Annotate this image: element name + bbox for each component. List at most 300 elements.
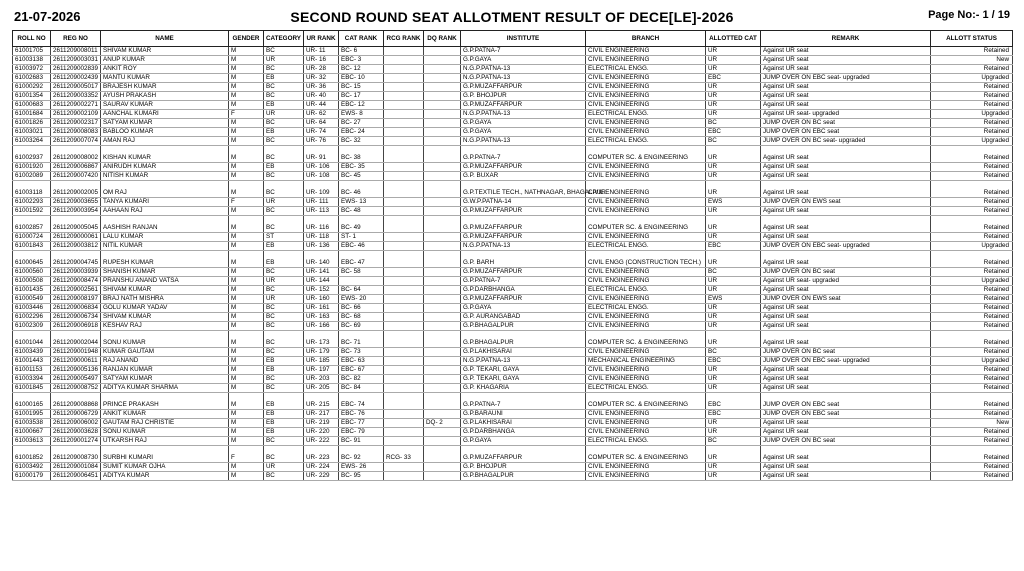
- cell-roll-no: 61002683: [13, 74, 51, 83]
- cell-roll-no: 61000508: [13, 277, 51, 286]
- cell-roll-no: 61001852: [13, 446, 51, 463]
- cell-cat-rank: BC- 48: [339, 207, 384, 216]
- cell-allott-status: Retained: [931, 472, 1013, 481]
- cell-cat-rank: [339, 277, 384, 286]
- cell-category: BC: [264, 92, 304, 101]
- table-row: [13, 348, 1013, 357]
- cell-rcg-rank: [384, 56, 424, 65]
- cell-name: PRANSHU ANAND VATSA: [101, 277, 229, 286]
- cell-allott-status: Retained: [931, 375, 1013, 384]
- cell-allott-status: Retained: [931, 251, 1013, 268]
- table-row: [13, 110, 1013, 119]
- cell-allotted-cat: EWS: [706, 295, 761, 304]
- document-header: [0, 0, 1024, 30]
- cell-gender: M: [229, 322, 264, 331]
- table-row: [13, 56, 1013, 65]
- cell-allotted-cat: UR: [706, 331, 761, 348]
- cell-dq-rank: [424, 277, 461, 286]
- cell-cat-rank: ST- 1: [339, 233, 384, 242]
- cell-allotted-cat: UR: [706, 375, 761, 384]
- cell-remark: Against UR seat: [761, 419, 931, 428]
- cell-rcg-rank: [384, 375, 424, 384]
- cell-ur-rank: UR- 215: [304, 393, 339, 410]
- cell-reg-no: 2611209006834: [51, 304, 101, 313]
- cell-category: UR: [264, 198, 304, 207]
- cell-remark: Against UR seat: [761, 47, 931, 56]
- cell-reg-no: 2611209000611: [51, 357, 101, 366]
- cell-branch: CIVIL ENGINEERING: [586, 198, 706, 207]
- cell-reg-no: 2611209002839: [51, 65, 101, 74]
- cell-dq-rank: [424, 65, 461, 74]
- table-body: [13, 47, 1013, 481]
- cell-category: ST: [264, 233, 304, 242]
- cell-dq-rank: DQ- 2: [424, 419, 461, 428]
- cell-ur-rank: UR- 118: [304, 233, 339, 242]
- table-row: [13, 428, 1013, 437]
- col-header-gender: GENDER: [229, 31, 264, 47]
- cell-institute: N.G.P.PATNA-13: [461, 242, 586, 251]
- cell-institute: G.P.BHAGALPUR: [461, 331, 586, 348]
- cell-allott-status: Retained: [931, 233, 1013, 242]
- cell-cat-rank: BC- 46: [339, 181, 384, 198]
- cell-gender: M: [229, 304, 264, 313]
- cell-dq-rank: [424, 56, 461, 65]
- cell-allott-status: New: [931, 419, 1013, 428]
- cell-branch: CIVIL ENGINEERING: [586, 163, 706, 172]
- cell-allotted-cat: UR: [706, 446, 761, 463]
- cell-ur-rank: UR- 141: [304, 268, 339, 277]
- cell-institute: G.P.PATNA-7: [461, 47, 586, 56]
- cell-ur-rank: UR- 229: [304, 472, 339, 481]
- cell-category: EB: [264, 251, 304, 268]
- cell-rcg-rank: [384, 146, 424, 163]
- cell-allotted-cat: EBC: [706, 357, 761, 366]
- cell-gender: M: [229, 146, 264, 163]
- cell-remark: Against UR seat: [761, 304, 931, 313]
- col-header-name: NAME: [101, 31, 229, 47]
- cell-rcg-rank: [384, 331, 424, 348]
- table-row: [13, 128, 1013, 137]
- cell-roll-no: 61001920: [13, 163, 51, 172]
- cell-roll-no: 61001684: [13, 110, 51, 119]
- col-header-dq-rank: DQ RANK: [424, 31, 461, 47]
- table-row: [13, 74, 1013, 83]
- cell-category: BC: [264, 83, 304, 92]
- cell-category: BC: [264, 137, 304, 146]
- cell-category: BC: [264, 47, 304, 56]
- cell-reg-no: 2611209008752: [51, 384, 101, 393]
- cell-rcg-rank: [384, 181, 424, 198]
- table-row: [13, 366, 1013, 375]
- cell-allott-status: Retained: [931, 65, 1013, 74]
- cell-ur-rank: UR- 220: [304, 428, 339, 437]
- cell-roll-no: 61001435: [13, 286, 51, 295]
- cell-allott-status: New: [931, 56, 1013, 65]
- cell-allott-status: Retained: [931, 393, 1013, 410]
- cell-roll-no: 61000179: [13, 472, 51, 481]
- cell-category: EB: [264, 74, 304, 83]
- cell-remark: Against UR seat: [761, 428, 931, 437]
- cell-remark: Against UR seat: [761, 446, 931, 463]
- cell-ur-rank: UR- 152: [304, 286, 339, 295]
- cell-allott-status: Retained: [931, 119, 1013, 128]
- cell-branch: ELECTRICAL ENGG.: [586, 137, 706, 146]
- cell-remark: Against UR seat: [761, 472, 931, 481]
- cell-branch: CIVIL ENGINEERING: [586, 419, 706, 428]
- cell-name: SHIVAM KUMAR: [101, 47, 229, 56]
- cell-dq-rank: [424, 92, 461, 101]
- cell-remark: JUMP OVER ON EBC seat: [761, 410, 931, 419]
- cell-roll-no: 61002937: [13, 146, 51, 163]
- cell-gender: M: [229, 47, 264, 56]
- cell-rcg-rank: [384, 268, 424, 277]
- cell-ur-rank: UR- 106: [304, 163, 339, 172]
- cell-institute: G.P.DARBHANGA: [461, 428, 586, 437]
- cell-dq-rank: [424, 375, 461, 384]
- cell-institute: N.G.P.PATNA-13: [461, 137, 586, 146]
- cell-dq-rank: [424, 119, 461, 128]
- cell-name: NITIL KUMAR: [101, 242, 229, 251]
- cell-roll-no: 61000667: [13, 428, 51, 437]
- cell-cat-rank: BC- 66: [339, 304, 384, 313]
- cell-remark: Against UR seat: [761, 313, 931, 322]
- cell-roll-no: 61000645: [13, 251, 51, 268]
- cell-remark: Against UR seat- upgraded: [761, 110, 931, 119]
- cell-cat-rank: EBC- 3: [339, 56, 384, 65]
- cell-name: ADITYA KUMAR: [101, 472, 229, 481]
- cell-allotted-cat: BC: [706, 119, 761, 128]
- table-row: [13, 384, 1013, 393]
- cell-cat-rank: EBC- 79: [339, 428, 384, 437]
- col-header-allott-status: ALLOTT STATUS: [931, 31, 1013, 47]
- cell-allotted-cat: UR: [706, 172, 761, 181]
- table-header-row: [13, 31, 1013, 47]
- cell-allott-status: Retained: [931, 348, 1013, 357]
- cell-roll-no: 61001592: [13, 207, 51, 216]
- table-row: [13, 313, 1013, 322]
- cell-allott-status: Upgraded: [931, 137, 1013, 146]
- cell-branch: ELECTRICAL ENGG.: [586, 242, 706, 251]
- cell-branch: ELECTRICAL ENGG.: [586, 286, 706, 295]
- cell-branch: CIVIL ENGINEERING: [586, 74, 706, 83]
- cell-rcg-rank: [384, 216, 424, 233]
- cell-institute: G.P.MUZAFFARPUR: [461, 268, 586, 277]
- cell-institute: N.G.P.PATNA-13: [461, 65, 586, 74]
- cell-cat-rank: EBC- 47: [339, 251, 384, 268]
- cell-branch: CIVIL ENGINEERING: [586, 322, 706, 331]
- cell-gender: F: [229, 198, 264, 207]
- cell-category: BC: [264, 172, 304, 181]
- cell-category: BC: [264, 286, 304, 295]
- cell-cat-rank: EBC- 35: [339, 163, 384, 172]
- cell-allott-status: Upgraded: [931, 277, 1013, 286]
- cell-allotted-cat: UR: [706, 92, 761, 101]
- cell-institute: N.G.P.PATNA-13: [461, 357, 586, 366]
- cell-roll-no: 61001153: [13, 366, 51, 375]
- cell-dq-rank: [424, 446, 461, 463]
- cell-gender: M: [229, 92, 264, 101]
- cell-allott-status: Upgraded: [931, 110, 1013, 119]
- cell-rcg-rank: [384, 119, 424, 128]
- cell-cat-rank: BC- 95: [339, 472, 384, 481]
- cell-branch: COMPUTER SC. & ENGINEERING: [586, 446, 706, 463]
- table-row: [13, 146, 1013, 163]
- cell-gender: M: [229, 410, 264, 419]
- cell-reg-no: 2611209007074: [51, 137, 101, 146]
- cell-name: RANJAN KUMAR: [101, 366, 229, 375]
- cell-name: AYUSH PRAKASH: [101, 92, 229, 101]
- cell-allott-status: Retained: [931, 295, 1013, 304]
- cell-name: ANIRUDH KUMAR: [101, 163, 229, 172]
- table-row: [13, 233, 1013, 242]
- table-row: [13, 331, 1013, 348]
- cell-gender: M: [229, 74, 264, 83]
- cell-cat-rank: BC- 12: [339, 65, 384, 74]
- cell-institute: N.G.P.PATNA-13: [461, 110, 586, 119]
- cell-rcg-rank: [384, 137, 424, 146]
- cell-branch: CIVIL ENGINEERING: [586, 313, 706, 322]
- cell-allott-status: Retained: [931, 322, 1013, 331]
- cell-reg-no: 2611209003939: [51, 268, 101, 277]
- cell-remark: JUMP OVER ON BC seat: [761, 437, 931, 446]
- cell-institute: G.P. BHOJPUR: [461, 463, 586, 472]
- cell-branch: CIVIL ENGINEERING: [586, 207, 706, 216]
- table-row: [13, 268, 1013, 277]
- cell-institute: G.P.GAYA: [461, 437, 586, 446]
- cell-allotted-cat: UR: [706, 110, 761, 119]
- cell-institute: G.P.MUZAFFARPUR: [461, 207, 586, 216]
- cell-cat-rank: BC- 15: [339, 83, 384, 92]
- cell-institute: G.P. AURANGABAD: [461, 313, 586, 322]
- cell-reg-no: 2611209001084: [51, 463, 101, 472]
- table-row: [13, 47, 1013, 56]
- cell-rcg-rank: [384, 65, 424, 74]
- cell-category: EB: [264, 419, 304, 428]
- cell-allotted-cat: UR: [706, 65, 761, 74]
- cell-reg-no: 2611209002109: [51, 110, 101, 119]
- cell-roll-no: 61003538: [13, 419, 51, 428]
- cell-remark: Against UR seat: [761, 172, 931, 181]
- cell-name: AASHISH RANJAN: [101, 216, 229, 233]
- cell-reg-no: 2611209002317: [51, 119, 101, 128]
- cell-roll-no: 61003972: [13, 65, 51, 74]
- table-row: [13, 207, 1013, 216]
- cell-remark: Against UR seat: [761, 146, 931, 163]
- cell-name: BRAJESH KUMAR: [101, 83, 229, 92]
- cell-ur-rank: UR- 74: [304, 128, 339, 137]
- table-row: [13, 277, 1013, 286]
- cell-dq-rank: [424, 428, 461, 437]
- cell-rcg-rank: [384, 322, 424, 331]
- col-header-remark: REMARK: [761, 31, 931, 47]
- cell-dq-rank: [424, 83, 461, 92]
- cell-cat-rank: BC- 32: [339, 137, 384, 146]
- cell-reg-no: 2611209006451: [51, 472, 101, 481]
- cell-allott-status: Retained: [931, 163, 1013, 172]
- cell-roll-no: 61001354: [13, 92, 51, 101]
- cell-allott-status: Retained: [931, 172, 1013, 181]
- cell-reg-no: 2611209005136: [51, 366, 101, 375]
- cell-rcg-rank: [384, 251, 424, 268]
- cell-cat-rank: BC- 38: [339, 146, 384, 163]
- cell-category: UR: [264, 463, 304, 472]
- cell-roll-no: 61001845: [13, 384, 51, 393]
- cell-allotted-cat: BC: [706, 437, 761, 446]
- cell-rcg-rank: [384, 410, 424, 419]
- cell-dq-rank: [424, 216, 461, 233]
- cell-remark: JUMP OVER ON BC seat: [761, 119, 931, 128]
- cell-name: GOLU KUMAR YADAV: [101, 304, 229, 313]
- cell-branch: CIVIL ENGINEERING: [586, 47, 706, 56]
- cell-allott-status: Retained: [931, 463, 1013, 472]
- cell-allotted-cat: EBC: [706, 242, 761, 251]
- cell-institute: G.P. BARH: [461, 251, 586, 268]
- cell-name: ANUP KUMAR: [101, 56, 229, 65]
- cell-ur-rank: UR- 40: [304, 92, 339, 101]
- cell-dq-rank: [424, 366, 461, 375]
- cell-ur-rank: UR- 219: [304, 419, 339, 428]
- table-row: [13, 137, 1013, 146]
- cell-reg-no: 2611209005045: [51, 216, 101, 233]
- table-row: [13, 83, 1013, 92]
- cell-institute: G.P.GAYA: [461, 304, 586, 313]
- cell-institute: G.P.MUZAFFARPUR: [461, 295, 586, 304]
- cell-rcg-rank: [384, 295, 424, 304]
- cell-category: EB: [264, 128, 304, 137]
- cell-branch: ELECTRICAL ENGG.: [586, 110, 706, 119]
- cell-category: EB: [264, 242, 304, 251]
- cell-remark: Against UR seat: [761, 101, 931, 110]
- cell-reg-no: 2611209008474: [51, 277, 101, 286]
- cell-name: SATYAM KUMAR: [101, 375, 229, 384]
- cell-gender: M: [229, 437, 264, 446]
- cell-name: AAHAAN RAJ: [101, 207, 229, 216]
- cell-dq-rank: [424, 437, 461, 446]
- cell-name: SATYAM KUMAR: [101, 119, 229, 128]
- cell-gender: M: [229, 233, 264, 242]
- cell-cat-rank: BC- 73: [339, 348, 384, 357]
- cell-reg-no: 2611209008868: [51, 393, 101, 410]
- cell-allotted-cat: UR: [706, 56, 761, 65]
- cell-institute: G.P.MUZAFFARPUR: [461, 163, 586, 172]
- cell-ur-rank: UR- 62: [304, 110, 339, 119]
- cell-rcg-rank: [384, 74, 424, 83]
- cell-allotted-cat: UR: [706, 322, 761, 331]
- cell-category: BC: [264, 181, 304, 198]
- cell-allotted-cat: UR: [706, 304, 761, 313]
- cell-institute: G.P.GAYA: [461, 119, 586, 128]
- table-row: [13, 92, 1013, 101]
- cell-roll-no: 61003446: [13, 304, 51, 313]
- cell-reg-no: 2611209006002: [51, 419, 101, 428]
- cell-branch: CIVIL ENGINEERING: [586, 172, 706, 181]
- cell-dq-rank: [424, 110, 461, 119]
- cell-rcg-rank: [384, 384, 424, 393]
- cell-roll-no: 61000724: [13, 233, 51, 242]
- cell-allotted-cat: UR: [706, 163, 761, 172]
- cell-gender: M: [229, 357, 264, 366]
- cell-dq-rank: [424, 268, 461, 277]
- cell-allotted-cat: UR: [706, 216, 761, 233]
- cell-category: BC: [264, 119, 304, 128]
- cell-cat-rank: BC- 91: [339, 437, 384, 446]
- cell-reg-no: 2611209002271: [51, 101, 101, 110]
- cell-institute: G.P.GAYA: [461, 56, 586, 65]
- cell-allotted-cat: UR: [706, 83, 761, 92]
- cell-ur-rank: UR- 44: [304, 101, 339, 110]
- cell-category: BC: [264, 331, 304, 348]
- cell-branch: CIVIL ENGINEERING: [586, 366, 706, 375]
- cell-remark: Against UR seat: [761, 56, 931, 65]
- cell-gender: M: [229, 277, 264, 286]
- cell-ur-rank: UR- 36: [304, 83, 339, 92]
- cell-category: UR: [264, 277, 304, 286]
- cell-branch: COMPUTER SC. & ENGINEERING: [586, 216, 706, 233]
- cell-remark: JUMP OVER ON EBC seat- upgraded: [761, 357, 931, 366]
- cell-category: BC: [264, 146, 304, 163]
- col-header-cat-rank: CAT RANK: [339, 31, 384, 47]
- col-header-institute: INSTITUTE: [461, 31, 586, 47]
- cell-dq-rank: [424, 233, 461, 242]
- cell-category: UR: [264, 56, 304, 65]
- cell-ur-rank: UR- 113: [304, 207, 339, 216]
- cell-remark: Against UR seat: [761, 322, 931, 331]
- report-date: 21-07-2026: [14, 9, 81, 24]
- cell-dq-rank: [424, 101, 461, 110]
- cell-reg-no: 2611209008011: [51, 47, 101, 56]
- cell-institute: G.P.PATNA-7: [461, 146, 586, 163]
- cell-category: UR: [264, 295, 304, 304]
- cell-remark: JUMP OVER ON EWS seat: [761, 295, 931, 304]
- cell-gender: M: [229, 181, 264, 198]
- cell-institute: G.P.PATNA-7: [461, 277, 586, 286]
- cell-allott-status: Retained: [931, 313, 1013, 322]
- cell-cat-rank: BC- 69: [339, 322, 384, 331]
- cell-institute: G.P.LAKHISARAI: [461, 348, 586, 357]
- cell-institute: G.P.MUZAFFARPUR: [461, 101, 586, 110]
- cell-rcg-rank: [384, 393, 424, 410]
- cell-allotted-cat: EBC: [706, 410, 761, 419]
- cell-name: SHANISH KUMAR: [101, 268, 229, 277]
- cell-dq-rank: [424, 242, 461, 251]
- cell-gender: M: [229, 137, 264, 146]
- cell-institute: G.P.MUZAFFARPUR: [461, 446, 586, 463]
- cell-cat-rank: EBC- 67: [339, 366, 384, 375]
- cell-branch: COMPUTER SC. & ENGINEERING: [586, 331, 706, 348]
- cell-category: EB: [264, 357, 304, 366]
- cell-gender: M: [229, 83, 264, 92]
- cell-cat-rank: EBC- 10: [339, 74, 384, 83]
- cell-institute: G.P.BHAGALPUR: [461, 472, 586, 481]
- cell-category: BC: [264, 472, 304, 481]
- col-header-category: CATEGORY: [264, 31, 304, 47]
- cell-dq-rank: [424, 384, 461, 393]
- cell-dq-rank: [424, 172, 461, 181]
- cell-reg-no: 2611209003031: [51, 56, 101, 65]
- cell-branch: CIVIL ENGINEERING: [586, 56, 706, 65]
- cell-allotted-cat: EBC: [706, 393, 761, 410]
- cell-dq-rank: [424, 472, 461, 481]
- cell-roll-no: 61001843: [13, 242, 51, 251]
- cell-rcg-rank: [384, 110, 424, 119]
- cell-institute: G.P.LAKHISARAI: [461, 419, 586, 428]
- cell-dq-rank: [424, 181, 461, 198]
- cell-gender: M: [229, 163, 264, 172]
- cell-roll-no: 61002309: [13, 322, 51, 331]
- cell-gender: M: [229, 295, 264, 304]
- cell-allotted-cat: UR: [706, 286, 761, 295]
- cell-allott-status: Retained: [931, 128, 1013, 137]
